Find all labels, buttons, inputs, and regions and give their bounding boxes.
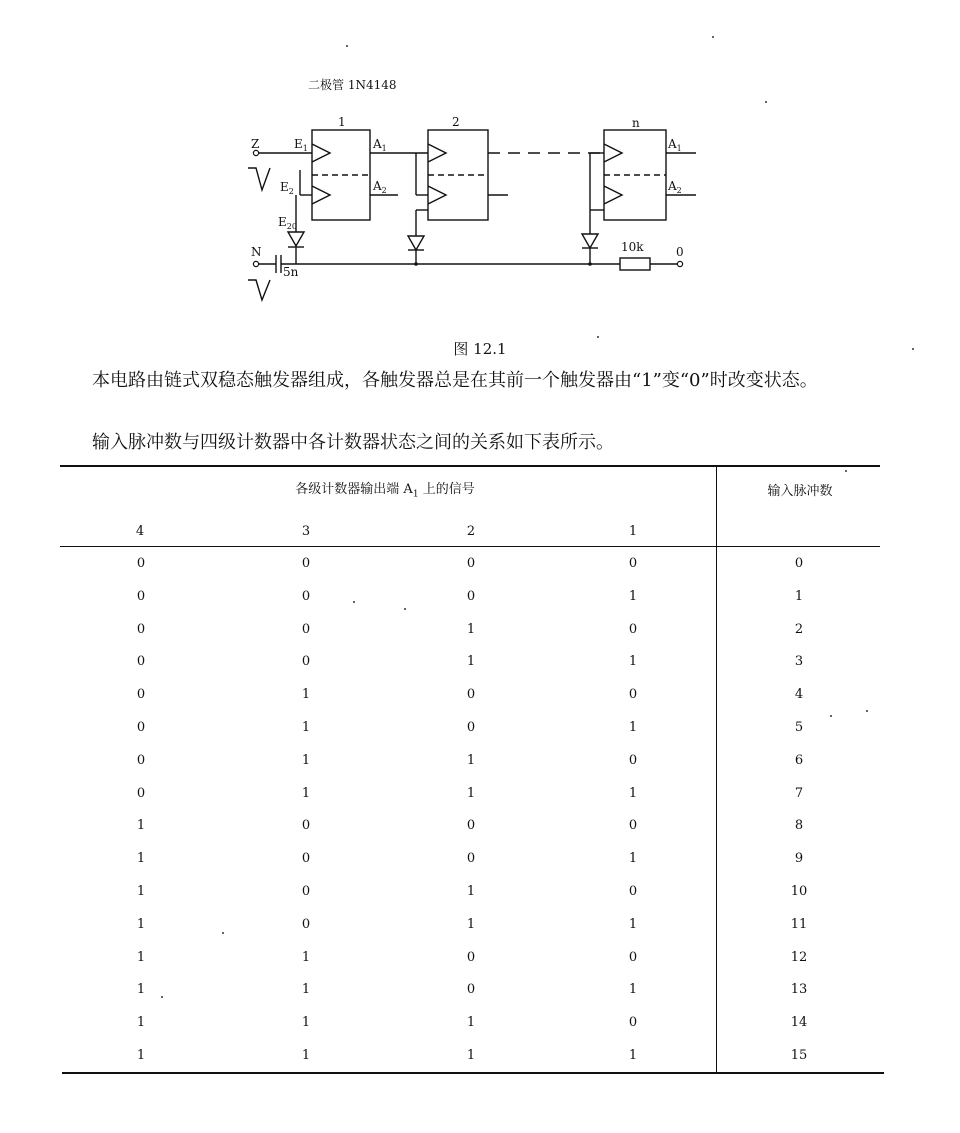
paragraph-1: 本电路由链式双稳态触发器组成，各触发器总是在其前一个触发器由“1”变“0”时改变状态。 [92, 370, 818, 391]
cell-stage4: 1 [136, 1015, 146, 1031]
cell-stage1: 0 [628, 556, 638, 571]
resistor-label: 10k [621, 240, 644, 254]
cell-stage2: 1 [466, 785, 476, 801]
cell-stage4: 0 [136, 752, 146, 768]
cell-stage1: 1 [628, 720, 638, 735]
cell-stage1: 0 [628, 1015, 638, 1031]
svg-text:A1: $A_1$ [373, 137, 387, 153]
n-terminal [253, 261, 258, 266]
cell-stage4: 1 [136, 851, 146, 867]
cell-pulse-count: 13 [790, 982, 808, 998]
cell-stage4: 1 [136, 884, 146, 899]
stage-label-1: 1 [338, 115, 346, 129]
figure-caption: 图 12.1 [453, 340, 507, 358]
cell-stage2: 0 [466, 556, 476, 571]
cell-stage1: 1 [628, 588, 638, 604]
cell-pulse-count: 5 [794, 720, 804, 735]
cell-stage4: 0 [136, 654, 146, 670]
cell-stage3: 1 [301, 720, 311, 735]
cell-pulse-count: 7 [794, 785, 804, 801]
cell-stage3: 0 [301, 621, 311, 637]
svg-text:E2: $E_2$ [280, 180, 294, 196]
diode-label: 二极管 1N4148 [308, 78, 397, 92]
cell-stage4: 0 [136, 556, 146, 571]
cell-pulse-count: 14 [790, 1015, 808, 1031]
table-column-divider [716, 466, 717, 1073]
cell-stage1: 1 [628, 916, 638, 932]
cell-stage3: 0 [301, 818, 311, 834]
cell-stage2: 1 [466, 884, 476, 899]
cell-pulse-count: 1 [794, 588, 804, 604]
n-label: N [251, 245, 262, 259]
cell-pulse-count: 15 [790, 1048, 808, 1063]
cell-stage1: 0 [628, 752, 638, 768]
cell-pulse-count: 2 [794, 621, 804, 637]
e2-label: E [280, 180, 289, 194]
flipflop-1 [312, 130, 370, 220]
z-terminal [253, 150, 258, 155]
column-header-2: 2 [466, 524, 476, 539]
cell-stage2: 0 [466, 982, 476, 998]
cell-stage2: 0 [466, 818, 476, 834]
cell-stage4: 1 [136, 818, 146, 834]
cell-stage2: 1 [466, 916, 476, 932]
svg-text:E20: $E_{20}$ [278, 215, 297, 231]
circuit-diagram [0, 0, 960, 340]
cell-stage1: 0 [628, 818, 638, 834]
cell-stage4: 1 [136, 982, 146, 998]
cell-stage4: 1 [136, 949, 146, 965]
cell-stage3: 0 [301, 851, 311, 867]
cell-stage3: 1 [301, 949, 311, 965]
column-header-1: 1 [628, 524, 638, 539]
cell-stage1: 1 [628, 654, 638, 670]
svg-text:A1: $A_1$ [668, 137, 682, 153]
cell-stage3: 1 [301, 785, 311, 801]
e20-label: E [278, 215, 287, 229]
cell-pulse-count: 4 [794, 687, 804, 703]
cell-stage3: 1 [301, 687, 311, 703]
a1-label-stage1: A [373, 137, 382, 151]
cell-stage2: 1 [466, 752, 476, 768]
cell-stage1: 0 [628, 949, 638, 965]
capacitor-label: 5n [283, 265, 299, 279]
cell-stage3: 1 [301, 752, 311, 768]
column-header-3: 3 [301, 524, 311, 539]
cell-pulse-count: 10 [790, 884, 808, 899]
cell-stage3: 0 [301, 916, 311, 932]
cell-pulse-count: 11 [790, 916, 808, 932]
table-bottom-rule [62, 1072, 884, 1074]
output-terminal [677, 261, 682, 266]
cell-stage4: 0 [136, 720, 146, 735]
table-header-rule [60, 546, 880, 547]
cell-stage4: 0 [136, 621, 146, 637]
svg-text:A2: $A_2$ [373, 179, 387, 195]
cell-stage2: 0 [466, 851, 476, 867]
cell-stage3: 1 [301, 982, 311, 998]
cell-stage2: 0 [466, 687, 476, 703]
cell-stage2: 1 [466, 1048, 476, 1063]
cell-stage2: 1 [466, 621, 476, 637]
cell-stage4: 0 [136, 687, 146, 703]
output-label: 0 [676, 245, 684, 259]
table-top-rule [60, 465, 880, 467]
cell-stage1: 0 [628, 884, 638, 899]
cell-stage2: 0 [466, 588, 476, 604]
svg-text:E1: $E_1$ [294, 137, 308, 153]
cell-stage2: 1 [466, 1015, 476, 1031]
cell-stage1: 0 [628, 621, 638, 637]
cell-stage1: 0 [628, 687, 638, 703]
e1-label: E [294, 137, 303, 151]
group-header: 各级计数器输出端 $A_1$ 上的信号 [295, 482, 475, 500]
cell-stage4: 1 [136, 916, 146, 932]
cell-stage3: 0 [301, 884, 311, 899]
stage-label-2: 2 [452, 115, 460, 129]
cell-pulse-count: 6 [794, 752, 804, 768]
cell-pulse-count: 0 [794, 556, 804, 571]
paragraph-2: 输入脉冲数与四级计数器中各计数器状态之间的关系如下表所示。 [92, 432, 614, 453]
cell-stage3: 1 [301, 1048, 311, 1063]
cell-stage4: 0 [136, 588, 146, 604]
pulse-count-header: 输入脉冲数 [767, 484, 833, 499]
cell-stage3: 0 [301, 654, 311, 670]
stage-label-n: n [632, 116, 640, 130]
cell-stage1: 1 [628, 785, 638, 801]
z-label: Z [251, 137, 260, 151]
column-header-4: 4 [135, 524, 145, 539]
cell-stage4: 1 [136, 1048, 146, 1063]
cell-stage1: 1 [628, 1048, 638, 1063]
cell-pulse-count: 3 [794, 654, 804, 670]
cell-pulse-count: 9 [794, 851, 804, 867]
cell-stage3: 1 [301, 1015, 311, 1031]
cell-stage2: 0 [466, 949, 476, 965]
cell-stage3: 0 [301, 588, 311, 604]
a2-label-stage1: A [373, 179, 382, 193]
cell-stage4: 0 [136, 785, 146, 801]
cell-stage3: 0 [301, 556, 311, 571]
svg-text:A2: $A_2$ [668, 179, 682, 195]
cell-pulse-count: 8 [794, 818, 804, 834]
a2-label-stagen: A [668, 179, 677, 193]
cell-stage1: 1 [628, 851, 638, 867]
a1-label-stagen: A [668, 137, 677, 151]
cell-stage2: 1 [466, 654, 476, 670]
cell-stage2: 0 [466, 720, 476, 735]
cell-pulse-count: 12 [790, 949, 808, 965]
cell-stage1: 1 [628, 982, 638, 998]
